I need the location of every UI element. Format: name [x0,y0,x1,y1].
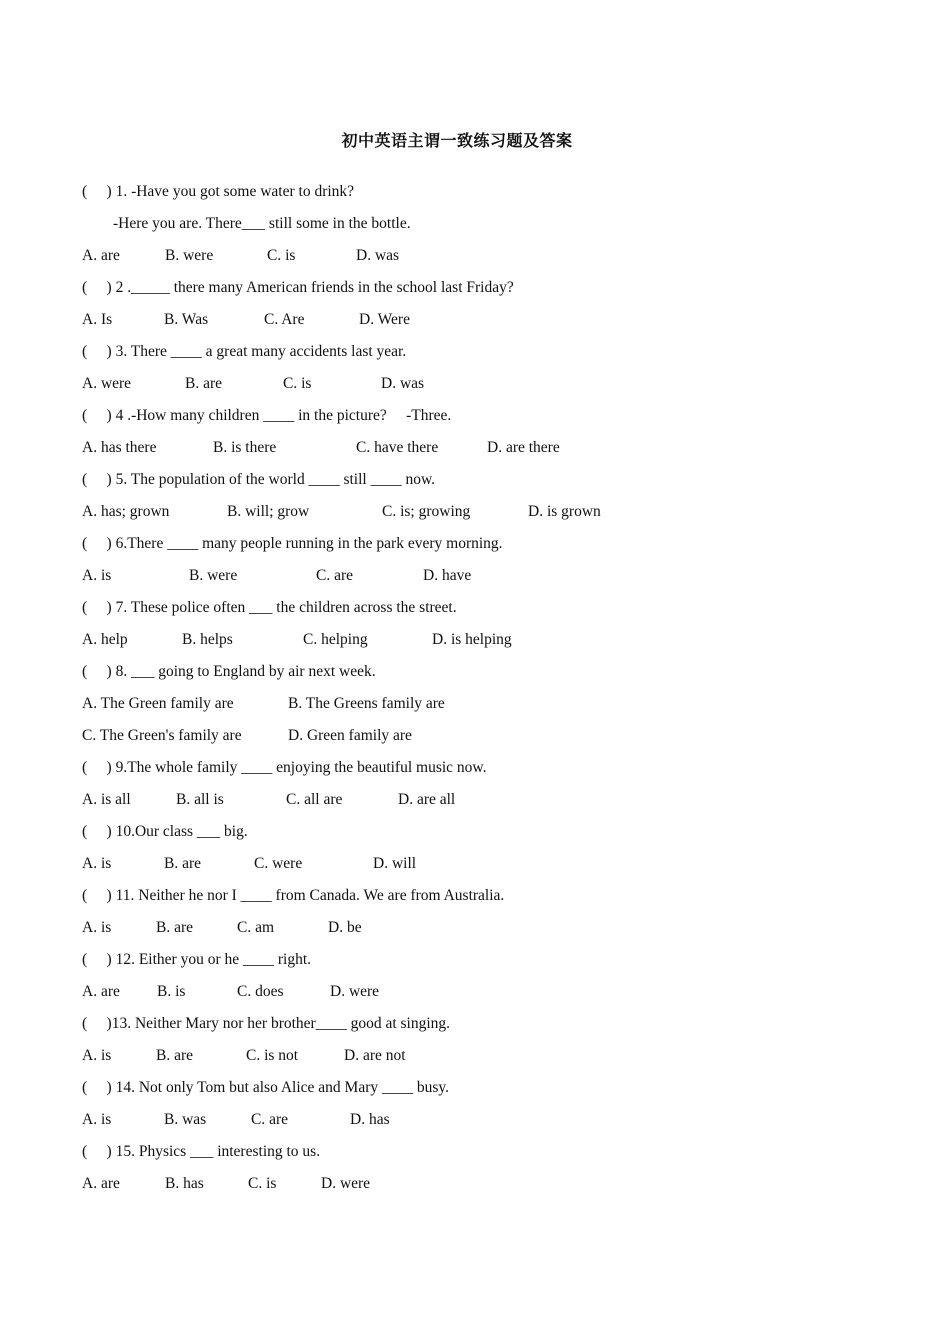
option-c: C. is [248,1175,277,1192]
option-c: C. are [251,1111,289,1128]
question-line: ( ) 2 ._____ there many American friends in the school last Friday? [82,279,514,296]
option-c: C. does [237,983,284,1000]
option-a: A. is [82,1111,112,1128]
option-d: D. Were [359,311,410,328]
option-b: B. The Greens family are [288,695,445,712]
option-a: A. is [82,567,112,584]
question-line: ( ) 14. Not only Tom but also Alice and Mary ____ busy. [82,1079,450,1096]
option-d: D. are all [398,791,456,808]
option-d: D. has [350,1111,390,1128]
option-b: B. are [156,1047,194,1064]
option-c: C. am [237,919,275,936]
option-c: C. all are [286,791,343,808]
option-a: A. has there [82,439,157,456]
question-line: ( ) 8. ___ going to England by air next week. [82,663,376,680]
option-d: D. will [373,855,417,872]
option-a: A. Is [82,311,113,328]
option-a: A. are [82,983,120,1000]
option-a: A. help [82,631,128,648]
question-line: ( ) 4 .-How many children ____ in the picture? -Three. [82,407,452,424]
option-d: D. are not [344,1047,406,1064]
question-line: ( ) 1. -Have you got some water to drink? [82,183,355,200]
option-b: B. all is [176,791,224,808]
question-line: ( ) 3. There ____ a great many accidents last year. [82,343,407,360]
option-b: B. were [165,247,214,264]
page-title: 初中英语主谓一致练习题及答案 [341,131,573,150]
option-a: C. The Green's family are [82,727,242,744]
question-line: ( ) 11. Neither he nor I ____ from Canada. We are from Australia. [82,887,505,904]
option-c: C. are [316,567,354,584]
option-d: D. is helping [432,631,512,648]
option-a: A. is [82,855,112,872]
option-a: A. are [82,247,120,264]
option-d: D. be [328,919,362,936]
option-a: A. is [82,1047,112,1064]
option-d: D. were [330,983,380,1000]
option-c: C. is not [246,1047,299,1064]
question-line: ( )13. Neither Mary nor her brother____ good at singing. [82,1015,451,1032]
option-a: A. has; grown [82,503,170,520]
option-b: B. has [165,1175,204,1192]
option-a: A. is [82,919,112,936]
option-d: D. were [321,1175,371,1192]
option-b: B. are [156,919,194,936]
option-a: A. are [82,1175,120,1192]
question-line: ( ) 12. Either you or he ____ right. [82,951,312,968]
option-a: A. is all [82,791,131,808]
option-c: C. is [267,247,296,264]
option-b: B. Was [164,311,209,328]
option-a: A. were [82,375,132,392]
option-c: C. have there [356,439,439,456]
option-c: C. is; growing [382,503,471,520]
option-b: B. is there [213,439,277,456]
option-b: D. Green family are [288,727,412,744]
option-d: D. is grown [528,503,601,520]
question-line: ( ) 15. Physics ___ interesting to us. [82,1143,321,1160]
question-line: -Here you are. There___ still some in the bottle. [82,215,411,232]
question-line: ( ) 6.There ____ many people running in the park every morning. [82,535,503,552]
question-line: ( ) 7. These police often ___ the children across the street. [82,599,457,616]
question-line: ( ) 9.The whole family ____ enjoying the beautiful music now. [82,759,487,776]
option-c: C. Are [264,311,305,328]
option-b: B. are [164,855,202,872]
option-a: A. The Green family are [82,695,234,712]
option-c: C. helping [303,631,368,648]
option-d: D. have [423,567,472,584]
option-b: B. was [164,1111,207,1128]
question-line: ( ) 5. The population of the world ____ still ____ now. [82,471,436,488]
option-b: B. is [157,983,186,1000]
option-b: B. helps [182,631,233,648]
option-c: C. were [254,855,303,872]
option-b: B. are [185,375,223,392]
option-b: B. will; grow [227,503,310,520]
option-b: B. were [189,567,238,584]
question-line: ( ) 10.Our class ___ big. [82,823,248,840]
option-d: D. was [356,247,400,264]
option-d: D. was [381,375,425,392]
option-c: C. is [283,375,312,392]
option-d: D. are there [487,439,560,456]
